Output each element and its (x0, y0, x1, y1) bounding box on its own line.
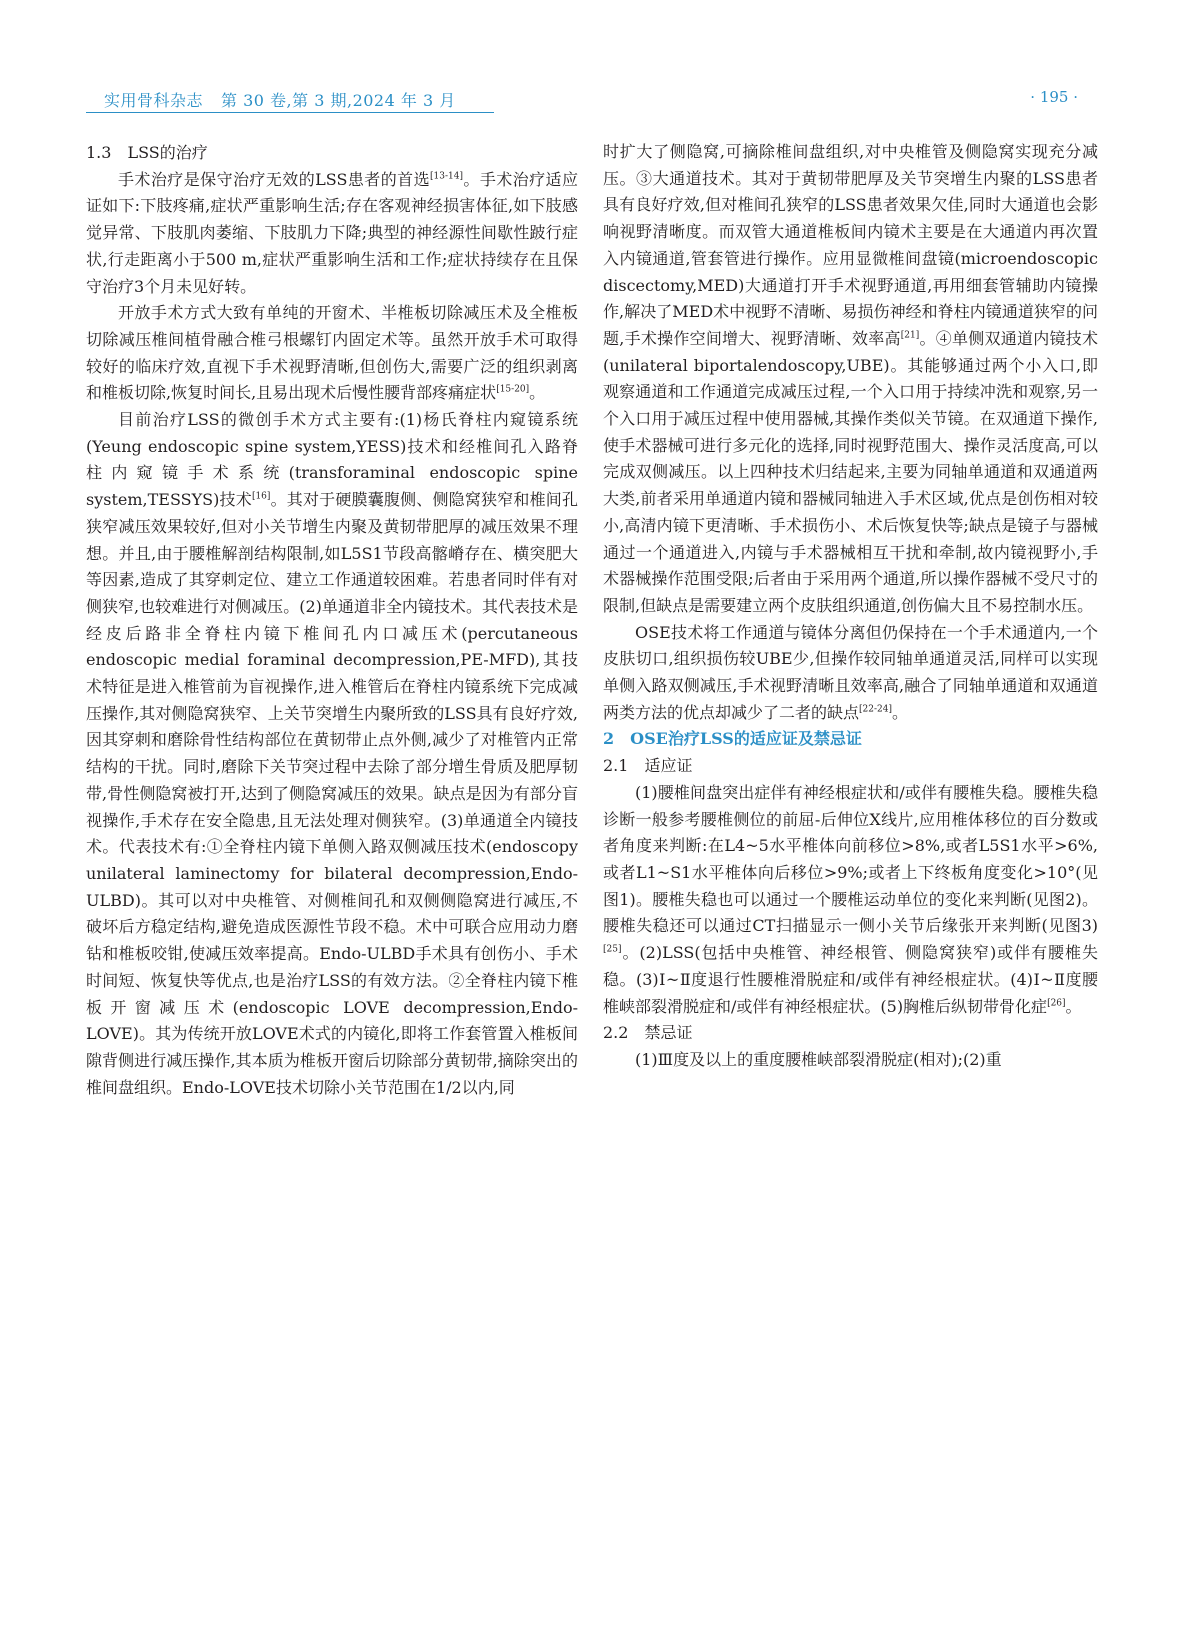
citation: [15-20] (496, 385, 530, 395)
running-header (86, 88, 1098, 118)
paragraph: 开放手术方式大致有单纯的开窗术、半椎板切除减压术及全椎板切除减压椎间植骨融合椎弓根螺钉内固定术等。虽然开放手术可取得较好的临床疗效,直视下手术视野清晰,但创伤大,需要广泛的组织剥离和椎板切除,恢复时间长,且易出现术后慢性腰背部疼痛症状[15-20]。 (86, 303, 578, 403)
citation: [21] (900, 330, 920, 341)
citation: [16] (251, 491, 271, 502)
citation: [26] (1047, 998, 1066, 1009)
paragraph: OSE技术将工作通道与镜体分离但仍保持在一个手术通道内,一个皮肤切口,组织损伤较UBE少,但操作较同轴单通道灵活,同样可以实现单侧入路双侧减压,手术视野清晰且效率高,融合了同轴单通道和双通道两类方法的优点却减少了二者的缺点[22-24]。 (603, 622, 1098, 722)
citation: [25] (603, 944, 622, 955)
left-column (86, 140, 578, 1101)
citation: [22-24] (859, 704, 892, 715)
section-2-2-heading: 2.2 禁忌证 (603, 1023, 693, 1043)
journal-name: 实用骨科杂志 (104, 91, 204, 110)
journal-header (104, 88, 456, 111)
citation: [13-14] (430, 171, 463, 182)
section-1-3-heading: 1.3 LSS的治疗 (86, 143, 208, 162)
header-rule (86, 112, 494, 113)
paragraph: (1)腰椎间盘突出症伴有神经根症状和/或伴有腰椎失稳。腰椎失稳诊断一般参考腰椎侧位的前屈-后伸位X线片,应用椎体移位的百分数或者角度来判断:在L4~5水平椎体向前移位>8%,或者L5S1水平>6%,或者L1~S1水平椎体向后移位>9%;或者上下终板角度变化>10°(见图1)。腰椎失稳也可以通过一个腰椎运动单位的变化来判断(见图2)。腰椎失稳还可以通过CT扫描显示一侧小关节后缘张开来判断(见图3)[25]。(2)LSS(包括中央椎管、神经根管、侧隐窝狭窄)或伴有腰椎失稳。(3)Ⅰ~Ⅱ度退行性腰椎滑脱症和/或伴有神经根症状。(4)Ⅰ~Ⅱ度腰椎峡部裂滑脱症和/或伴有神经根症状。(5)胸椎后纵韧带骨化症[26]。 (603, 782, 1098, 1016)
paragraph: 手术治疗是保守治疗无效的LSS患者的首选[13-14]。手术治疗适应证如下:下肢疼痛,症状严重影响生活;存在客观神经损害体征,如下肢感觉异常、下肢肌肉萎缩、下肢肌力下降;典型的神经源性间歇性跛行症状,行走距离小于500 m,症状严重影响生活和工作;症状持续存在且保守治疗3个月未见好转。 (86, 169, 578, 296)
section-2-1-heading: 2.1 适应证 (603, 756, 693, 776)
page-number: · 195 · (1030, 88, 1078, 106)
paragraph: 时扩大了侧隐窝,可摘除椎间盘组织,对中央椎管及侧隐窝实现充分减压。③大通道技术。其对于黄韧带肥厚及关节突增生内聚的LSS患者具有良好疗效,但对椎间孔狭窄的LSS患者效果欠佳,同时大通道也会影响视野清晰度。而双管大通道椎板间内镜术主要是在大通道内再次置入内镜通道,管套管进行操作。应用显微椎间盘镜(microendoscopic discectomy,MED)大通道打开手术视野通道,再用细套管辅助内镜操作,解决了MED术中视野不清晰、易损伤神经和脊柱内镜通道狭窄的问题,手术操作空间增大、视野清晰、效率高[21]。④单侧双通道内镜技术(unilateral biportalendoscopy,UBE)。其能够通过两个小入口,即观察通道和工作通道完成减压过程,一个入口用于持续冲洗和观察,另一个入口用于减压过程中使用器械,其操作类似关节镜。在双通道下操作,使手术器械可进行多元化的选择,同时视野范围大、操作灵活度高,可以完成双侧减压。以上四种技术归结起来,主要为同轴单通道和双通道两大类,前者采用单通道内镜和器械同轴进入手术区域,优点是创伤相对较小,高清内镜下更清晰、手术损伤小、术后恢复快等;缺点是镜子与器械通过一个通道进入,内镜与手术器械相互干扰和牵制,故内镜视野小,手术器械操作范围受限;后者由于采用两个通道,所以操作器械不受尺寸的限制,但缺点是需要建立两个皮肤组织通道,创伤偏大且不易控制水压。 (603, 142, 1098, 615)
journal-issue: 第 30 卷,第 3 期,2024 年 3 月 (221, 91, 456, 110)
right-column (603, 139, 1098, 1074)
paragraph: (1)Ⅲ度及以上的重度腰椎峡部裂滑脱症(相对);(2)重 (635, 1049, 1002, 1069)
section-2-heading: 2 OSE治疗LSS的适应证及禁忌证 (603, 729, 862, 749)
paragraph: 目前治疗LSS的微创手术方式主要有:(1)杨氏脊柱内窥镜系统(Yeung endoscopic spine system,YESS)技术和经椎间孔入路脊柱内窥镜手术系统(transforaminal endoscopic spine system,TESSYS)技术[16]。其对于硬膜囊腹侧、侧隐窝狭窄和椎间孔狭窄减压效果较好,但对小关节增生内聚及黄韧带肥厚的减压效果不理想。并且,由于腰椎解剖结构限制,如L5S1节段高髂嵴存在、横突肥大等因素,造成了其穿刺定位、建立工作通道较困难。若患者同时伴有对侧狭窄,也较难进行对侧减压。(2)单通道非全内镜技术。其代表技术是经皮后路非全脊柱内镜下椎间孔内口减压术(percutaneous endoscopic medial foraminal decompression,PE-MFD),其技术特征是进入椎管前为盲视操作,进入椎管后在脊柱内镜系统下完成减压操作,其对侧隐窝狭窄、上关节突增生内聚所致的LSS具有良好疗效,因其穿刺和磨除骨性结构部位在黄韧带止点外侧,减少了对椎管内正常结构的干扰。同时,磨除下关节突过程中去除了部分增生骨质及肥厚韧带,骨性侧隐窝被打开,达到了侧隐窝减压的效果。缺点是因为有部分盲视操作,手术存在安全隐患,且无法处理对侧狭窄。(3)单通道全内镜技术。代表技术有:①全脊柱内镜下单侧入路双侧减压技术(endoscopy unilateral laminectomy for bilateral decompression,Endo-ULBD)。其可以对中央椎管、对侧椎间孔和双侧侧隐窝进行减压,不破坏后方稳定结构,避免造成医源性节段不稳。术中可联合应用动力磨钻和椎板咬钳,使减压效率提高。Endo-ULBD手术具有创伤小、手术时间短、恢复快等优点,也是治疗LSS的有效方法。②全脊柱内镜下椎板开窗减压术(endoscopic LOVE decompression,Endo-LOVE)。其为传统开放LOVE术式的内镜化,即将工作套管置入椎板间隙背侧进行减压操作,其本质为椎板开窗后切除部分黄韧带,摘除突出的椎间盘组织。Endo-LOVE技术切除小关节范围在1/2以内,同 (86, 410, 578, 1097)
